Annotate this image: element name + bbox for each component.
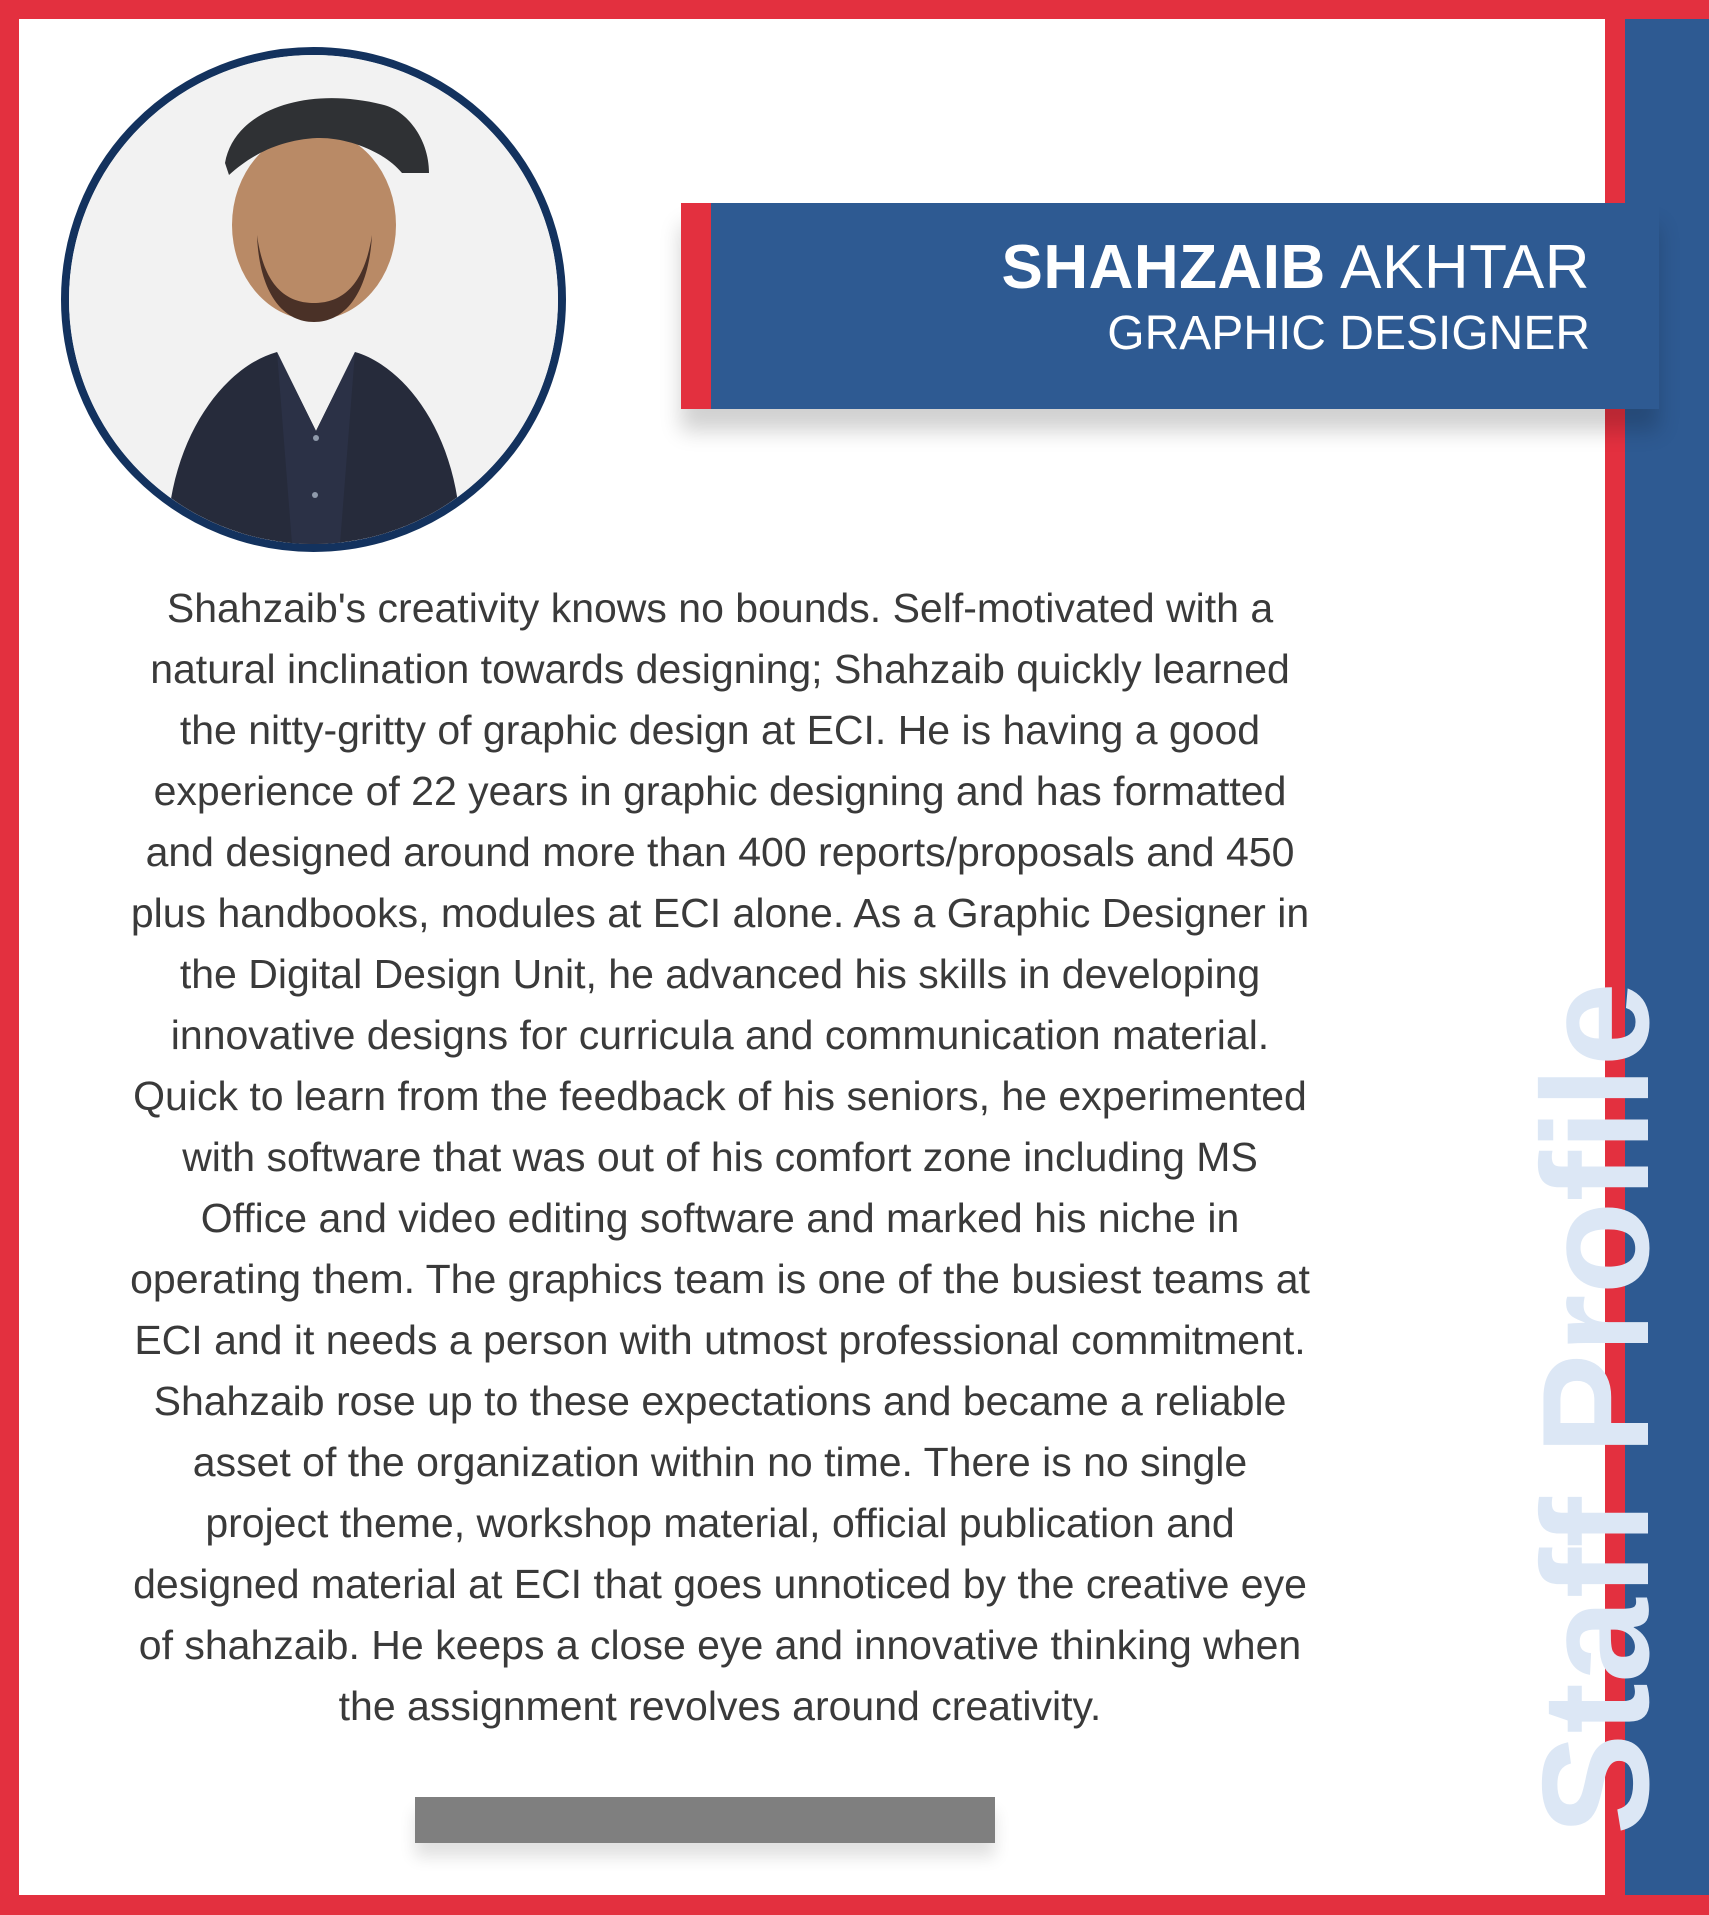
first-name: SHAHZAIB — [1001, 233, 1326, 302]
staff-name — [720, 232, 1590, 304]
bio-text: Shahzaib's creativity knows no bounds. Self-motivated with a natural inclination towards designing; Shahzaib quickly learned the nitty-gritty of graphic design at ECI. He is having a good experience of 22 years in graphic designing and has formatted and designed around more than 400 reports/proposals and 450 plus handbooks, modules at ECI alone. As a Graphic Designer in the Digital Design Unit, he advanced his skills in developing innovative designs for curricula and communication material. Quick to learn from the feedback of his seniors, he experimented with software that was out of his comfort zone including MS Office and video editing software and marked his niche in operating them. The graphics team is one of the busiest teams at ECI and it needs a person with utmost professional commitment. Shahzaib rose up to these expectations and became a reliable asset of the organization within no time. There is no single project theme, workshop material, official publication and designed material at ECI that goes unnoticed by the creative eye of shahzaib. He keeps a close eye and innovative thinking when the assignment revolves around creativity. — [130, 585, 1310, 1729]
last-name: AKHTAR — [1340, 233, 1590, 302]
footer-gray-bar — [415, 1797, 995, 1843]
name-banner-red-accent — [681, 203, 711, 409]
job-title: GRAPHIC DESIGNER — [1107, 307, 1590, 360]
staff-profile-watermark: Staff Profile — [1511, 982, 1681, 1835]
portrait-photo-icon — [69, 55, 558, 544]
portrait-photo — [61, 47, 566, 552]
